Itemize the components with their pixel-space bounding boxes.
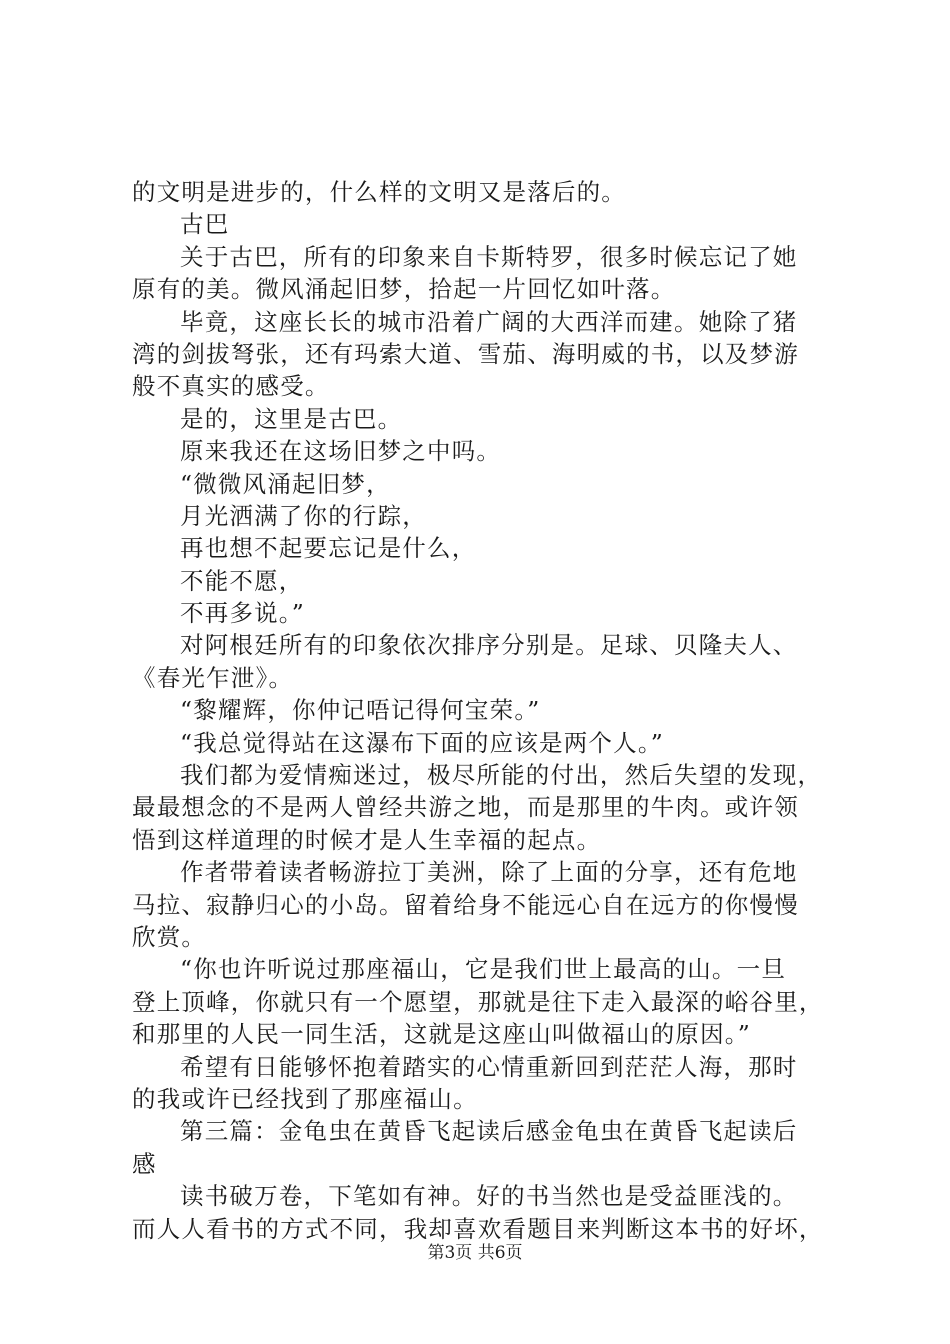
text-line: 不再多说。” <box>180 599 305 628</box>
text-line: 悟到这样道理的时候才是人生幸福的起点。 <box>132 825 602 854</box>
text-line: 感 <box>132 1149 157 1178</box>
text-line: 对阿根廷所有的印象依次排序分别是。足球、贝隆夫人、 <box>180 631 798 660</box>
text-line: “黎耀辉，你仲记唔记得何宝荣。” <box>180 696 541 725</box>
text-line: 般不真实的感受。 <box>132 372 330 401</box>
text-line: 是的，这里是古巴。 <box>180 404 403 433</box>
page-footer: 第3页 共6页 <box>427 1243 523 1263</box>
text-line: 月光洒满了你的行踪， <box>180 501 427 530</box>
text-line: 关于古巴，所有的印象来自卡斯特罗，很多时候忘记了她 <box>180 242 798 271</box>
text-line: 和那里的人民一同生活，这就是这座山叫做福山的原因。” <box>132 1020 751 1049</box>
text-line: 欣赏。 <box>132 922 207 951</box>
text-line: 而人人看书的方式不同，我却喜欢看题目来判断这本书的好坏， <box>132 1214 824 1243</box>
text-line: 作者带着读者畅游拉丁美洲，除了上面的分享，还有危地 <box>180 858 798 887</box>
text-line: 的我或许已经找到了那座福山。 <box>132 1084 478 1113</box>
text-line: 古巴 <box>180 210 230 239</box>
text-line: “微微风涌起旧梦， <box>180 469 391 498</box>
text-line: 马拉、寂静归心的小岛。留着给身不能远心自在远方的你慢慢 <box>132 890 799 919</box>
text-line: 湾的剑拔弩张，还有玛索大道、雪茄、海明威的书，以及梦游 <box>132 339 799 368</box>
text-line: 《春光乍泄》。 <box>132 663 294 692</box>
text-line: 的文明是进步的，什么样的文明又是落后的。 <box>132 178 626 206</box>
text-line: 最最想念的不是两人曾经共游之地，而是那里的牛肉。或许领 <box>132 793 799 822</box>
text-line: 我们都为爱情痴迷过，极尽所能的付出，然后失望的发现， <box>180 761 823 790</box>
text-line: 原有的美。微风涌起旧梦，拾起一片回忆如叶落。 <box>132 275 676 304</box>
text-line: 原来我还在这场旧梦之中吗。 <box>180 437 502 466</box>
text-line: “你也许听说过那座福山，它是我们世上最高的山。一旦 <box>180 955 787 984</box>
text-line: “我总觉得站在这瀑布下面的应该是两个人。” <box>180 728 664 757</box>
text-line: 希望有日能够怀抱着踏实的心情重新回到茫茫人海，那时 <box>180 1052 798 1081</box>
text-line: 毕竟，这座长长的城市沿着广阔的大西洋而建。她除了猪 <box>180 307 798 336</box>
text-line: 再也想不起要忘记是什么， <box>180 534 477 563</box>
text-line: 不能不愿， <box>180 566 304 595</box>
text-line: 读书破万卷，下笔如有神。好的书当然也是受益匪浅的。 <box>180 1182 798 1211</box>
body-text <box>132 176 832 1245</box>
text-line: 第三篇：金龟虫在黄昏飞起读后感金龟虫在黄昏飞起读后 <box>180 1117 798 1146</box>
text-line: 登上顶峰，你就只有一个愿望，那就是往下走入最深的峪谷里， <box>132 987 824 1016</box>
